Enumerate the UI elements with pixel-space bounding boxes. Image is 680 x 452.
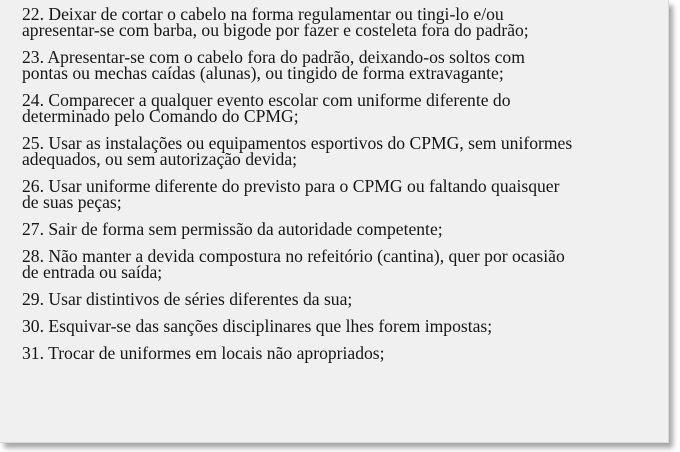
rule-item-22: 22. Deixar de cortar o cabelo na forma regulamentar ou tingi-lo e/ou apresentar-se com barba, ou bigode por fazer e costeleta fora do padrão;	[22, 4, 529, 40]
rule-item-31: 31. Trocar de uniformes em locais não apropriados;	[22, 343, 385, 363]
rule-item-27: 27. Sair de forma sem permissão da autoridade competente;	[22, 219, 443, 239]
rule-item-24: 24. Comparecer a qualquer evento escolar com uniforme diferente do determinado pelo Comando do CPMG;	[22, 90, 511, 126]
rule-item-25: 25. Usar as instalações ou equipamentos esportivos do CPMG, sem uniformes adequados, ou sem autorização devida;	[22, 133, 573, 169]
rules-list	[22, 6, 664, 372]
rule-item-29: 29. Usar distintivos de séries diferentes da sua;	[22, 289, 353, 309]
rule-item-28: 28. Não manter a devida compostura no refeitório (cantina), quer por ocasião de entrada ou saída;	[22, 246, 565, 282]
rule-item-23: 23. Apresentar-se com o cabelo fora do padrão, deixando-os soltos com pontas ou mechas caídas (alunas), ou tingido de forma extravagante;	[22, 47, 525, 83]
rule-item-30: 30. Esquivar-se das sanções disciplinares que lhes forem impostas;	[22, 316, 493, 336]
rule-item-26: 26. Usar uniforme diferente do previsto para o CPMG ou faltando quaisquer de suas peças;	[22, 176, 560, 212]
